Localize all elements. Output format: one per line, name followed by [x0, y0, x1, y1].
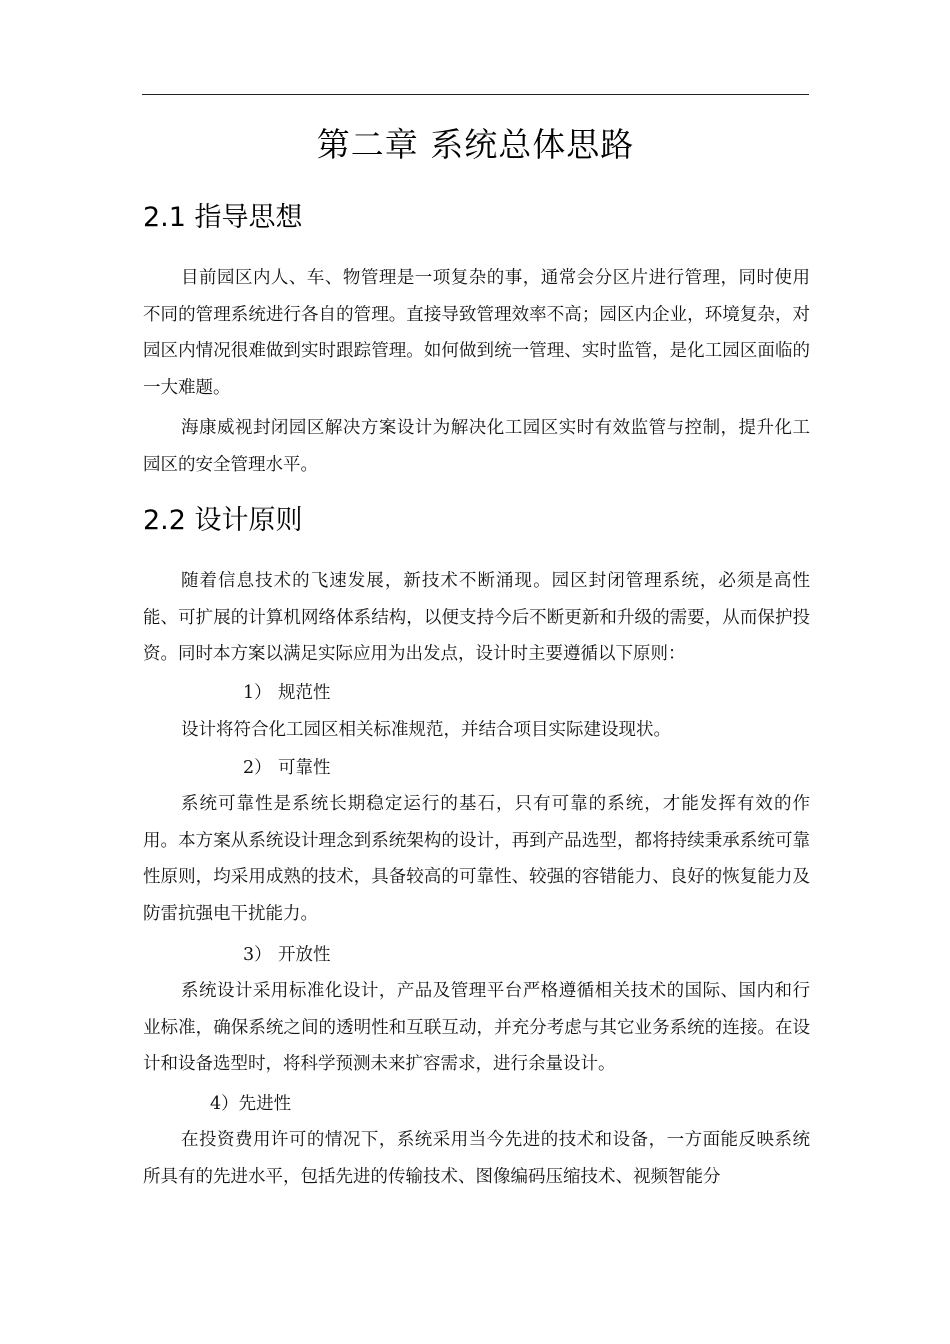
paragraph: 在投资费用许可的情况下，系统采用当今先进的技术和设备，一方面能反映系统所具有的先进水平，包括先进的传输技术、图像编码压缩技术、视频智能分: [143, 1130, 810, 1187]
paragraph: 系统可靠性是系统长期稳定运行的基石，只有可靠的系统，才能发挥有效的作用。本方案从系统设计理念到系统架构的设计，再到产品选型，都将持续秉承系统可靠性原则，均采用成熟的技术，具备较高的可靠性、较强的容错能力、良好的恢复能力及防雷抗强电干扰能力。: [143, 794, 810, 924]
paragraph: 海康威视封闭园区解决方案设计为解决化工园区实时有效监管与控制，提升化工园区的安全管理水平。: [143, 418, 810, 475]
paragraph: 系统设计采用标准化设计，产品及管理平台严格遵循相关技术的国际、国内和行业标准，确保系统之间的透明性和互联互动，并充分考虑与其它业务系统的连接。在设计和设备选型时，将科学预测未来扩容需求，进行余量设计。: [143, 981, 810, 1074]
principle-title: 规范性: [278, 683, 331, 703]
principle-number: 3）: [243, 945, 272, 965]
paragraph: 随着信息技术的飞速发展，新技术不断涌现。园区封闭管理系统，必须是高性能、可扩展的计算机网络体系结构，以便支持今后不断更新和升级的需要，从而保护投资。同时本方案以满足实际应用为出发点，设计时主要遵循以下原则：: [143, 571, 810, 664]
principle-title: 开放性: [278, 945, 331, 965]
paragraph: 目前园区内人、车、物管理是一项复杂的事，通常会分区片进行管理，同时使用不同的管理系统进行各自的管理。直接导致管理效率不高；园区内企业，环境复杂，对园区内情况很难做到实时跟踪管理。如何做到统一管理、实时监管，是化工园区面临的一大难题。: [143, 268, 810, 398]
principle-number: 2）: [243, 758, 272, 778]
paragraph: 设计将符合化工园区相关标准规范，并结合项目实际建设现状。: [181, 720, 671, 740]
principle-title: 可靠性: [278, 758, 331, 778]
section-heading-2-1: 2.1 指导思想: [143, 202, 303, 233]
section-heading-2-2: 2.2 设计原则: [143, 505, 303, 536]
principle-number: 1）: [243, 683, 272, 703]
header-rule: [142, 94, 809, 95]
chapter-title: 第二章 系统总体思路: [316, 125, 635, 164]
principle-title: 4）先进性: [210, 1094, 292, 1114]
